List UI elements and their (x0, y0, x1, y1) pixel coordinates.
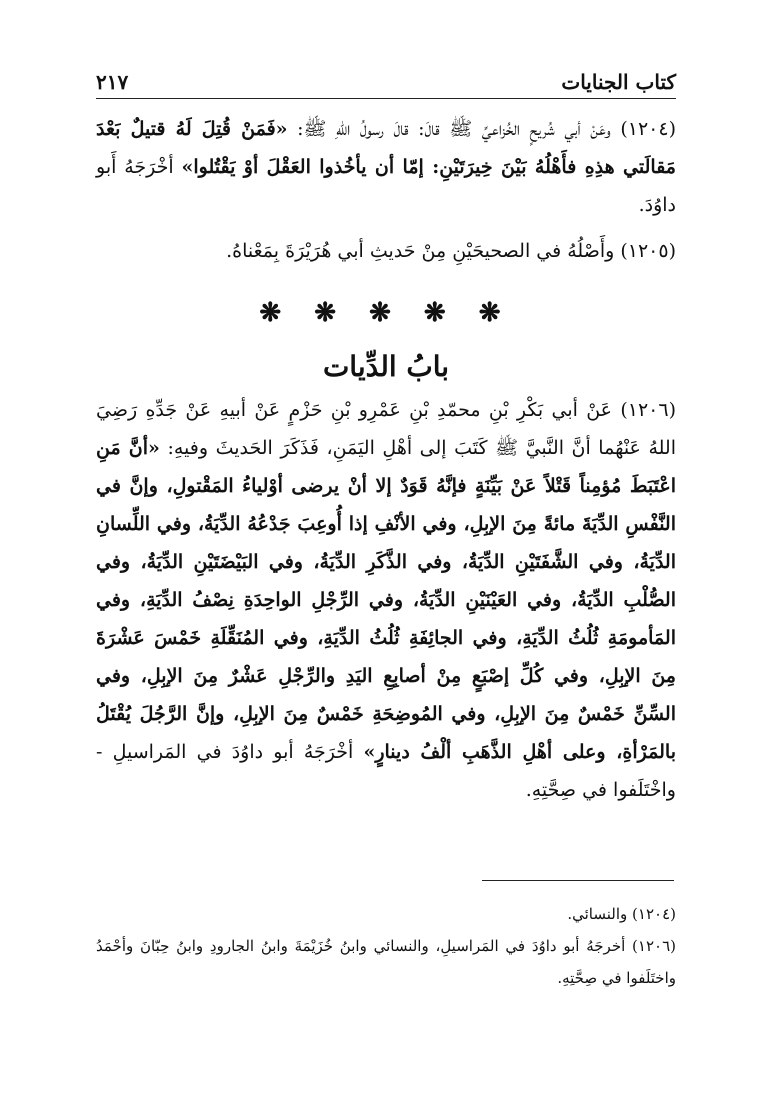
hadith-source: أخْرَجَهُ أَبو داوُدَ. (96, 156, 676, 216)
footnote-1206 (96, 930, 676, 994)
hadith-quote: «فَمَنْ قُتِلَ لَهُ قتيلٌ بَعْدَ مَقالَتي هذِهِ فأَهْلُهُ بَيْنَ خِيرَتَيْنِ: إمّا أن يأخُذوا العَقْلَ أوْ يَقْتُلوا» (96, 118, 676, 178)
hadith-text: وأَصْلُهُ في الصحيحَيْنِ مِنْ حَديثِ أبي هُرَيْرَةَ بِمَعْناهُ. (226, 240, 615, 262)
hadith-number: (١٢٠٦) (620, 399, 676, 421)
footnotes (96, 898, 676, 994)
footnote-text: والنسائي. (567, 905, 628, 923)
footnote-1204 (96, 898, 676, 930)
running-head (96, 60, 676, 99)
hadith-number: (١٢٠٤) (620, 118, 676, 140)
hadith-source: أخْرَجَهُ أبو داوُدَ في المَراسيلِ - واخْتَلَفوا في صِحَّتِهِ. (96, 741, 676, 801)
chapter-title: بابُ الدِّيات (322, 350, 450, 383)
footnote-number: (١٢٠٦) (632, 937, 676, 955)
footnote-number: (١٢٠٤) (632, 905, 676, 923)
hadith-1204 (96, 110, 676, 224)
hadith-1205 (96, 232, 676, 270)
hadith-number: (١٢٠٥) (620, 240, 676, 262)
hadith-1206 (96, 391, 676, 809)
footnote-divider (482, 880, 674, 881)
footnote-text: أخرجَهُ أبو داوُدَ في المَراسيلِ، والنسائي وابنُ خُزَيْمَةَ وابنُ الجارودِ وابنُ حِبّانَ وأحْمَدُ واختَلَفوا في صِحَّتِهِ. (96, 937, 676, 987)
page-number: ٢١٧ (96, 70, 129, 94)
book-title: كتاب الجنايات (561, 70, 676, 94)
section-separator: ❋ ❋ ❋ ❋ ❋ (259, 298, 513, 328)
main-text (96, 110, 676, 809)
hadith-intro: عَنْ أبي بَكْرِ بْنِ محمّدِ بْنِ عَمْرِو بْنِ حَزْمٍ عَنْ أبيهِ عَنْ جَدِّهِ رَضِيَ اللهُ عَنْهُما أنَّ النَّبيَّ ﷺ كَتَبَ إلى أهْلِ اليَمَنِ، فَذَكَرَ الحَديثَ وفيهِ: (96, 399, 676, 459)
hadith-quote: «أنَّ مَنِ اعْتَبَطَ مُؤمِناً قَتْلاً عَنْ بَيِّنَةٍ فإنَّهُ قَوَدٌ إلا أنْ يرضى أوْلياءُ المَقْتولِ، وإنَّ في النَّفْسِ الدِّيَةَ مائةً مِنَ الإبِلِ، وفي الأنْفِ إذا أُوعِبَ جَدْعُهُ الدِّيَةُ، وفي اللِّسانِ الدِّيَةُ، وفي الشَّفَتَيْنِ الدِّيَةُ، وفي الذَّكَرِ الدِّيَةُ، وفي البَيْضَتَيْنِ الدِّيَةُ، وفي الصُّلْبِ الدِّيَةُ، وفي العَيْنَيْنِ الدِّيَةُ، وفي الرِّجْلِ الواحِدَةِ نِصْفُ الدِّيَةِ، وفي المَأمومَةِ ثُلُثُ الدِّيَةِ، وفي الجائِفَةِ ثُلُثُ الدِّيَةِ، وفي المُنَقِّلَةِ خَمْسَ عَشْرَةَ مِنَ الإبِلِ، وفي كُلِّ إصْبَعٍ مِنْ أصابِعِ اليَدِ والرِّجْلِ عَشْرٌ مِنَ الإبِلِ، وفي السِّنِّ خَمْسٌ مِنَ الإبِلِ، وفي المُوضِحَةِ خَمْسٌ مِنَ الإبِلِ، وإنَّ الرَّجُلَ يُقْتَلُ بالمَرْأةِ، وعلى أهْلِ الذَّهَبِ ألْفُ دينارٍ» (96, 437, 677, 763)
hadith-intro: وعَنْ أبي شُريحٍ الخُزاعيِّ ﷺ قالَ: قالَ رسولُ اللهِ ﷺ: (297, 118, 611, 140)
